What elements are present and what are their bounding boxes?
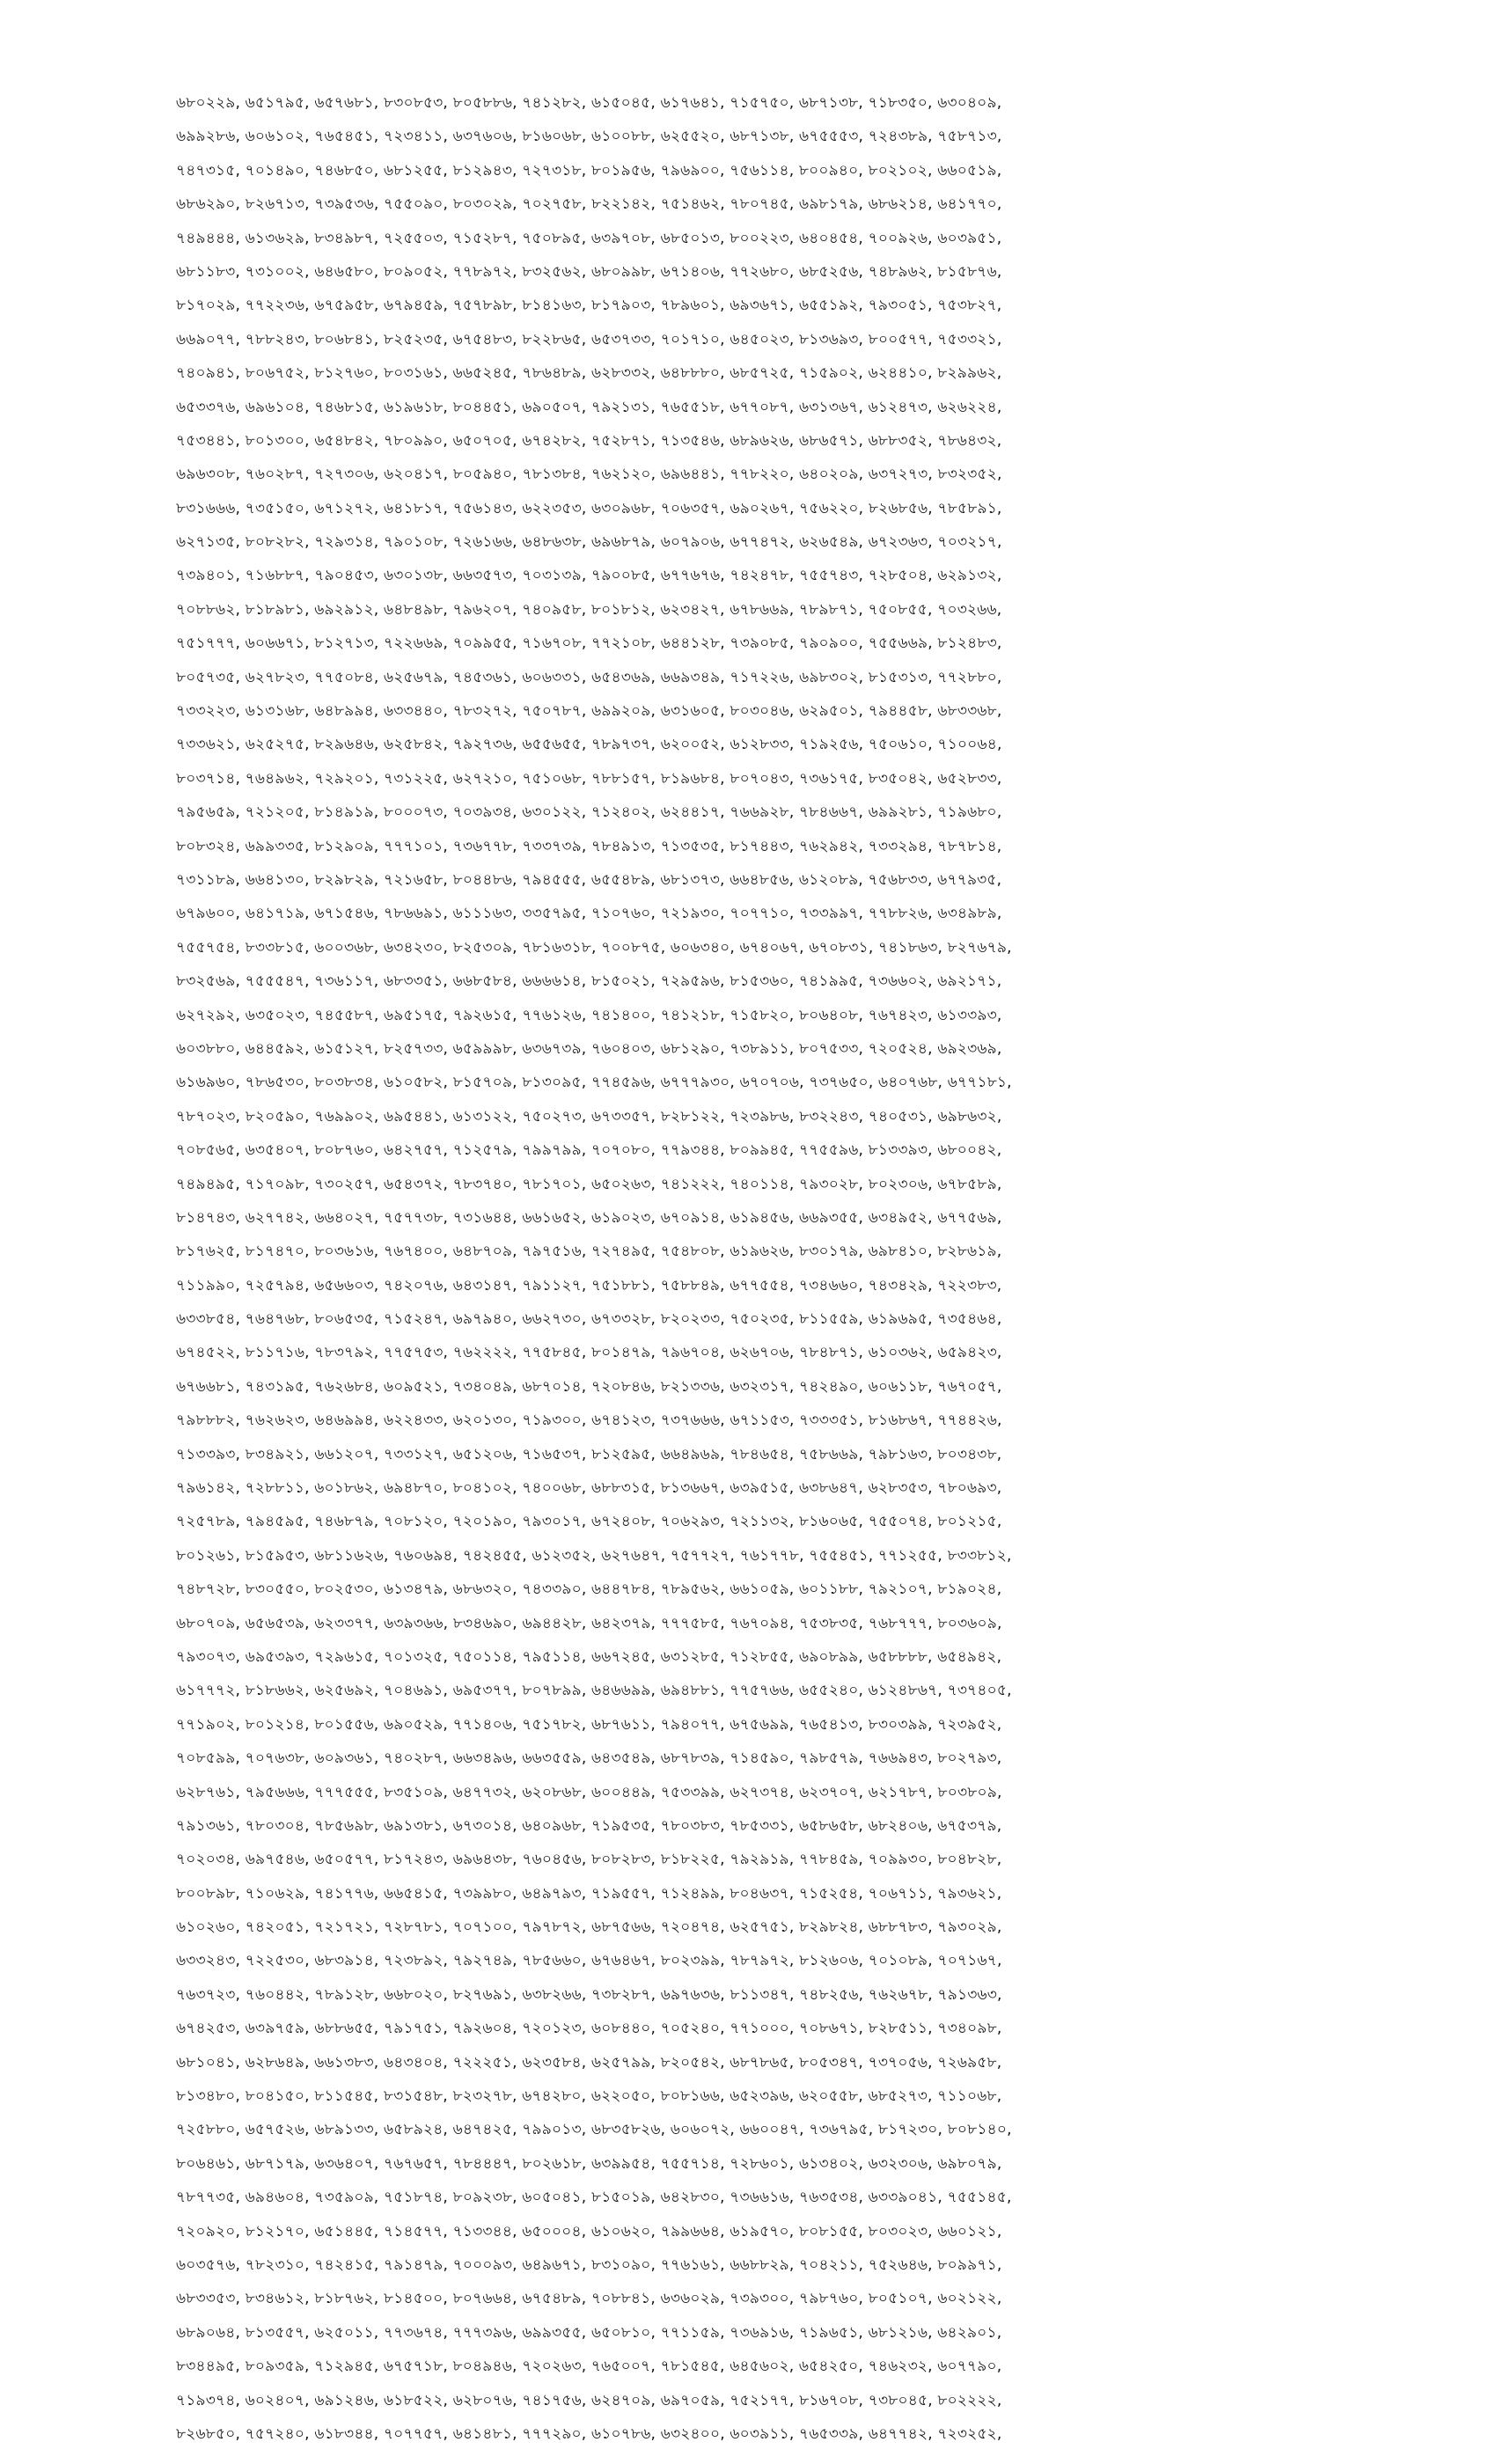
number-line: ৬৮১০৪১, ৬২৮৬৪৯, ৬৬১৩৮৩, ৬৪৩৪০৪, ৭২২২৫১, ৬২৩৫৮৪, ৬২৫৭৯৯, ৮২০৫৪২, ৬৮৭৮৬৫, ৮০৫৩৪৭, ৭৩৭০৫৬, ৭২৬৯৫৮,: [176, 2053, 1002, 2072]
number-line: ৬৮৩৩৫৩, ৮৩৪৬১২, ৮১৮৭৬২, ৮১৪৫০০, ৮০৭৬৬৪, ৬৭৫৪৮৯, ৭০৮৮৪১, ৬৩৬০২৯, ৭৩৯৩০০, ৭৯৮৭৬০, ৮০৫১০৭, ৬০২১২২,: [176, 2290, 1002, 2308]
number-line: ৭৭১৯০২, ৮০১২১৪, ৮০১৫৫৬, ৬৯০৫২৯, ৭৭১৪০৬, ৭৫১৭৮২, ৬৮৭৬১১, ৭৯৪০৭৭, ৬৭৫৬৯৯, ৭৬৫৪১৩, ৮৩০৩৯৯, ৭২৩৯৫২,: [176, 1715, 1002, 1734]
number-line: ৭১১৯৯০, ৭২৫৭৯৪, ৬৫৬৬০৩, ৭৪২০৭৬, ৬৪৩১৪৭, ৭৯১১২৭, ৭৫১৮৮১, ৭৫৮৮৪৯, ৬৭৭৫৫৪, ৭৩৪৬৬০, ৭৪৩৪২৯, ৭২২৩৮৩,: [176, 1276, 1002, 1294]
number-line: ৮০১২৬১, ৮১৫৯৫৩, ৬৮১১৬২৬, ৭৬০৬৯৪, ৭৪২৪৫৫, ৬১২৩৫২, ৬২৭৬৪৭, ৭৫৭৭২৭, ৭৬১৭৭৮, ৭৫৫৪৫১, ৭৭১২৫৫, ৮৩৩৮১২,: [176, 1546, 1012, 1565]
number-line: ৭০৮৫৬৫, ৬৩৫৪০৭, ৮০৮৭৬০, ৬৪২৭৫৭, ৭১২৫৭৯, ৭৯৯৭৯৯, ৭০৭০৮০, ৭৭৯৩৪৪, ৮০৯৯৪৫, ৭৭৫৫৯৬, ৮১৩৩৯৩, ৬৮০০৪২,: [176, 1141, 1002, 1160]
number-line: ৭১৯৩৭৪, ৬০২৪০৭, ৬৯১২৪৬, ৬১৮৫২২, ৬২৮০৭৬, ৭৪১৭৫৬, ৬২৪৭০৯, ৬৯৭০৫৯, ৭৫২১৭৭, ৮১৬৭০৮, ৭৩৮০৪৫, ৮০২২২২,: [176, 2391, 1002, 2409]
number-line: ৭৫৫৭৫৪, ৮৩৩৮১৫, ৬০০৩৬৮, ৬৩৪২৩০, ৮২৫৩০৯, ৭৮১৬৩১৮, ৭০০৮৭৫, ৬০৬৩৪০, ৬৭৪০৬৭, ৬৭০৮৩১, ৭৪১৮৬৩, ৮২৭৬৭৯,: [176, 938, 1012, 957]
number-line: ৭১৩৩৯৩, ৮৩৪৯২১, ৬৬১২০৭, ৭৩৩১২৭, ৬৫১২০৬, ৭১৬৫৩৭, ৮১২৫৯৫, ৬৬৪৯৬৯, ৭৮৪৬৫৪, ৭৫৮৬৬৯, ৭৯৮১৬৩, ৮০৩৪৩৮,: [176, 1445, 1002, 1463]
number-line: ৮০৮৩২৪, ৬৯৯৩৩৫, ৮১২৯০৯, ৭৭৭১০১, ৭৩৬৭৭৮, ৭৩৩৭৩৯, ৭৮৪৯১৩, ৭১৩৫৩৫, ৮১৭৪৪৩, ৭৬২৯৪২, ৭৩৩২৯৪, ৭৮৭৮১৪,: [176, 837, 1002, 855]
number-line: ৭৬৩৭২৩, ৭৬০৪৪২, ৭৮৯১২৮, ৬৬৮০২০, ৮২৭৬৯১, ৬৩৮২৬৬, ৭৩৮২৮৭, ৬৯৭৬৩৬, ৮১১৩৪৭, ৭৪৮২৫৬, ৭৬২৬৭৮, ৭৯১৩৬৩,: [176, 1985, 1002, 2004]
number-line: ৮২৬৮৫০, ৭৫৭২৪০, ৬১৮৩৪৪, ৭০৭৭৫৭, ৬৪১৪৮১, ৭৭৭২৯০, ৬১০৭৮৬, ৬৩২৪০০, ৬০৩৯১১, ৭৬৫৩৩৯, ৬৪৭৭৪২, ৭২৩২৫২,: [176, 2424, 1002, 2443]
number-line: ৭৮৭০২৩, ৮২০৫৯০, ৭৬৯৯০২, ৬৯৫৪৪১, ৬১৩১২২, ৭৫০২৭৩, ৬৭৩৩৫৭, ৮২৮১২২, ৭২৩৯৮৬, ৮৩২২৪৩, ৭৪০৫৩১, ৬৯৮৬৩২,: [176, 1107, 1002, 1126]
number-line: ৭৯৩০৭৩, ৬৯৫৩৯৩, ৭২৯৬১৫, ৭০১৩২৫, ৭৫০১১৪, ৭৯৫১১৪, ৬৬৭২৪৫, ৬৩১২৮৫, ৭১২৮৫৫, ৬৯০৮৯৯, ৬৫৮৮৮৮, ৬৫৪৯৪২,: [176, 1647, 1002, 1666]
number-line: ৮৩১৬৬৬, ৭৩৫১৫০, ৬৭১২৭২, ৬৪১৮১৭, ৭৫৬১৪৩, ৬২২৩৫৩, ৬৩০৯৬৮, ৭০৬৩৫৭, ৬৯০২৬৭, ৭৫৬২২০, ৮২৬৮৫৬, ৭৮৫৮৯১,: [176, 499, 1002, 517]
number-line: ৮০০৮৯৮, ৭১০৬২৯, ৭৪১৭৭৬, ৬৬৫৪১৫, ৭৩৯৯৮০, ৬৪৯৭৯৩, ৭১৯৫৫৭, ৭১২৪৯৯, ৮০৪৬৩৭, ৭১৫২৫৪, ৭০৬৭১১, ৭৯৩৬২১,: [176, 1884, 1002, 1903]
number-line: ৮০৬৪৬১, ৬৮৭১৭৯, ৬৩৬৪০৭, ৭৬৭৬৫৭, ৭৮৪৪৪৭, ৮০২৬১৮, ৬৩৯৯৫৪, ৭৫৫৭১৪, ৭২৮৬০১, ৬১৩৪০২, ৬৩২৩০৬, ৬৯৮০৭৯,: [176, 2154, 1002, 2173]
number-line: ৬৭৪৫২২, ৮১১৭১৬, ৭৮৩৭৯২, ৭৭৫৭৫৩, ৭৬২২২২, ৭৭৫৮৪৫, ৮০১৪৭৯, ৭৯৬৭০৪, ৬২৬৭০৬, ৭৮৪৮৭১, ৬১০৩৬২, ৬৫৯৪২৩,: [176, 1344, 1002, 1362]
number-line: ৭৯১৩৬১, ৭৮০৩০৪, ৭৮৫৬৯৮, ৬৯১৩৮১, ৬৭৩০১৪, ৬৪০৯৬৮, ৭১৯৫৩৫, ৭৮০৩৮৩, ৭৮৫৩৩১, ৬৫৮৬৫৮, ৬৮২৪০৬, ৬৭৫৩৭৯,: [176, 1816, 1002, 1835]
number-line: ৭৯৫৬৫৯, ৭২১২০৫, ৮১৪৯১৯, ৮০০০৭৩, ৭০৩৯৩৪, ৬৩০১২২, ৭১২৪০২, ৬২৪৪১৭, ৭৬৬৯২৮, ৭৮৪৬৬৭, ৬৯৯২৮১, ৭১৯৬৮০,: [176, 803, 1002, 822]
number-line: ৬২৭২৯২, ৬৩৫০২৩, ৭৪৫৫৮৭, ৬৯৫১৭৫, ৭৯২৬১৫, ৭৭৬১২৬, ৭৪১৪০০, ৭৪১২১৮, ৭১৫৮২০, ৮০৬৪০৮, ৭৬৭৪২৩, ৬১৩৩৯৩,: [176, 1006, 1002, 1024]
number-line: ৮১৩৪৮০, ৮০৪১৫০, ৮১১৫৪৫, ৮৩১৫৪৮, ৮২৩২৭৮, ৬৭৪২৮০, ৬২২০৫০, ৮০৮১৬৬, ৬৫২৩৯৬, ৬২০৫৫৮, ৬৮৫২৭৩, ৭১১০৬৮,: [176, 2087, 1002, 2106]
number-line: ৬১৬৯৬০, ৭৮৬৫৩০, ৮০৩৮৩৪, ৬১০৫৮২, ৮১৫৭০৯, ৮১৩০৯৫, ৭৭৪৫৯৬, ৬৭৭৭৯৩০, ৬৭০৭০৬, ৭৩৭৬৫০, ৬৪০৭৬৮, ৬৭৭১৮১,: [176, 1074, 1012, 1092]
number-line: ৬২৮৭৬১, ৭৯৫৬৬৬, ৭৭৭৫৫৫, ৮৩৫১০৯, ৬৪৭৭৩২, ৬২০৮৬৮, ৬০০৪৪৯, ৭৫৩৩৯৯, ৬২৭৩৭৪, ৬২৩৭০৭, ৬২১৭৮৭, ৮০৩৮০৯,: [176, 1783, 1002, 1801]
number-list: [176, 86, 1329, 2451]
number-line: ৬৮০২২৯, ৬৫১৭৯৫, ৬৫৭৬৮১, ৮৩০৮৫৩, ৮০৫৮৮৬, ৭৪১২৮২, ৬১৫০৪৫, ৬১৭৬৪১, ৭১৫৭৫০, ৬৮৭১৩৮, ৭১৮৩৫০, ৬৩০৪০৯,: [176, 94, 1002, 112]
number-line: ৬১৭৭৭২, ৮১৮৬৬২, ৬২৫৬৯২, ৭০৪৬৯১, ৬৯৫৩৭৭, ৮০৭৮৯৯, ৬৪৬৬৯৯, ৬৯৪৮৮১, ৭৭৫৭৬৬, ৬৫৫২৪০, ৬১২৪৮৬৭, ৭৩৭৪০৫,: [176, 1682, 1012, 1700]
number-line: ৭৩৩৬২১, ৬২৫২৭৫, ৮২৯৬৪৬, ৬২৫৮৪২, ৭৯২৭৩৬, ৬৫৫৬৫৫, ৭৮৯৭৩৭, ৬২০০৫২, ৬১২৮৩৩, ৭১৯২৫৬, ৭৫০৬১০, ৭১০০৬৪,: [176, 736, 1002, 754]
number-line: ৬৩৩৮৫৪, ৭৬৪৭৬৮, ৮০৬৫৩৫, ৭১৫২৪৭, ৬৯৭৯৪০, ৬৬২৭৩০, ৬৭৩৩২৮, ৮২০২৩৩, ৭৫০২৩৫, ৮১১৫৫৯, ৬১৯৬৯৫, ৭৩৫৪৬৪,: [176, 1310, 1002, 1329]
number-line: ৭৯৮৮৮২, ৭৬২৬২৩, ৬৪৬৯৯৪, ৬২২৪৩৩, ৬২০১৩০, ৭১৯৩০০, ৬৭৪১২৩, ৭৩৭৬৬৬, ৬৭১১৫৩, ৭৩৩৩৫১, ৮১৬৮৬৭, ৭৭৪৪২৬,: [176, 1412, 1002, 1430]
number-line: ৬৭৬৬৮১, ৭৪৩১৯৫, ৭৬২৬৮৪, ৬০৯৫২১, ৭৩৪০৪৯, ৬৮৭০১৪, ৭২০৮৪৬, ৮২১৩৩৬, ৬৩২৩১৭, ৭৪২৪৯০, ৬০৬১১৮, ৭৬৭০৫৭,: [176, 1377, 1002, 1396]
number-line: ৭৮৭৭৩৫, ৬৯৪৬০৪, ৭৩৫৯০৯, ৭৫১৮৭৪, ৮০৯২৩৮, ৬০৫০৪১, ৮১৫০১৯, ৬৪২৮৩০, ৭৩৬৬১৬, ৭৬৩৫৩৪, ৬৩৩৯০৪১, ৭৫৫১৪৫,: [176, 2189, 1012, 2207]
number-line: ৮১৭০২৯, ৭৭২২৩৬, ৬৭৫৯৫৮, ৬৭৯৪৫৯, ৭৫৭৮৯৮, ৮১৪১৬৩, ৮১৭৯০৩, ৭৮৯৬০১, ৬৯৩৬৭১, ৬৫৫১৯২, ৭৯৩০৫১, ৭৫৩৮২৭,: [176, 297, 1002, 315]
number-line: ৬২৭১৩৫, ৮০৮২৮২, ৭২৯৩১৪, ৭৯০১০৮, ৭২৬১৬৬, ৬৪৮৬৩৮, ৬৯৬৮৭৯, ৬০৭৯০৬, ৬৭৭৪৭২, ৬২৬৫৪৯, ৬৭২৩৬৩, ৭০৩২১৭,: [176, 533, 1002, 552]
number-line: ৬৭৪২৫৩, ৬৩৯৭৫৯, ৬৮৮৬৫৫, ৭৯১৭৫১, ৭৯২৬০৪, ৭২০১২৩, ৬০৮৪৪০, ৭০৫২৪০, ৭৭১০০০, ৭০৮৬৭১, ৮২৮৫১১, ৭৩৪০৯৮,: [176, 2020, 1002, 2038]
number-line: ৭০৮৮৬২, ৮১৮৯৮১, ৬৯২৯১২, ৬৪৮৪৯৮, ৭৯৬২০৭, ৭৪০৯৫৮, ৮০১৮১২, ৬২৩৪২৭, ৬৭৮৬৬৯, ৭৮৯৮৭১, ৭৫০৮৫৫, ৭০৩২৬৬,: [176, 600, 1002, 619]
number-line: ৭২৫৮৮০, ৬৫৭৫২৬, ৬৮৯১৩৩, ৬৫৮৯২৪, ৬৪৭৪২৫, ৭৯৯০১৩, ৬৮৩৫৮২৬, ৬০৬০৭২, ৬৬০০৪৭, ৭৩৬৭৯৫, ৮১৭২৩০, ৮০৮১৪০,: [176, 2121, 1012, 2139]
number-line: ৬৯৬৩০৮, ৭৬০২৮৭, ৭২৭৩০৬, ৬২০৪১৭, ৮০৫৯৪০, ৭৮১৩৮৪, ৭৬২১২০, ৬৯৬৪৪১, ৭৭৮২২০, ৬৪০২০৯, ৬৩৭২৭৩, ৮৩২৩৫২,: [176, 466, 1002, 484]
number-line: ৬৭৯৬০০, ৬৪১৭১৯, ৬৭১৫৪৬, ৭৮৬৬৯১, ৬১১১৬৩, ৩৩৫৭৯৫, ৭১০৭৬০, ৭২১৯৩০, ৭০৭৭১০, ৭৩৩৯৯৭, ৭৭৮৮২৬, ৬৩৪৯৮৯,: [176, 905, 1002, 923]
number-line: ৮১৭৬২৫, ৮১৭৪৭০, ৮০৩৬১৬, ৭৬৭৪০০, ৬৪৮৭০৯, ৭৯৭৫১৬, ৭২৭৪৯৫, ৭৫৪৮০৮, ৬১৯৬২৬, ৮৩০১৭৯, ৬৯৮৪১০, ৮২৮৬১৯,: [176, 1243, 1002, 1261]
number-line: ৭২০৯২০, ৮১২১৭০, ৬৫১৪৪৫, ৭১৪৫৭৭, ৭১৩৩৪৪, ৬৫০০০৪, ৬১০৬২০, ৭৯৯৬৬৪, ৬১৯৫৭০, ৮০৮১৫৫, ৮০৩০২৩, ৬৬০১২১,: [176, 2222, 1002, 2240]
number-line: ৮০৫৭৩৫, ৬২৭৮২৩, ৭৭৫০৮৪, ৬২৫৬৭৯, ৭৪৫৩৬১, ৬০৬৩৩১, ৬৫৪৩৬৯, ৬৬৯৩৪৯, ৭১৭২২৬, ৬৯৮৩০২, ৮১৫৩১৩, ৭৭২৮৮০,: [176, 668, 1002, 686]
number-line: ৭৯৬১৪২, ৭২৮৮১১, ৬০১৮৬২, ৬৯৪৮৭০, ৮০৪১০২, ৭৪০০৬৮, ৬৮৮৩১৫, ৮১৩৬৬৭, ৬৩৯৫১৫, ৬৩৮৬৪৭, ৬২৮৩৫৩, ৭৮০৬৯৩,: [176, 1479, 1002, 1498]
number-line: ৬০৩৫৭৬, ৭৮২৩১০, ৭৪২৪১৫, ৭৯১৪৭৯, ৭০০০৯৩, ৬৪৯৬৭১, ৮৩১০৯০, ৭৭৬১৬১, ৬৬৮৮২৯, ৭০৪২১১, ৭৫২৬৪৬, ৮০৯৯৭১,: [176, 2256, 1002, 2274]
number-line: ৭০৮৫৯৯, ৭০৭৬৩৮, ৬০৯৩৬১, ৭৪০২৮৭, ৬৬৩৪৯৬, ৬৬৩৫৫৯, ৬৪৩৫৪৯, ৬৮৭৮৩৯, ৭১৪৫৯০, ৭৯৮৫৭৯, ৭৬৬৯৪৩, ৮০২৭৯৩,: [176, 1749, 1002, 1768]
number-line: ৭৪৯৪৯৫, ৭১৭০৯৮, ৭৩০২৫৭, ৬৫৪৩৭২, ৭৮৩৭৪০, ৭৮১৭০১, ৬৫০২৬৩, ৭৪১২২২, ৭৪০১১৪, ৭৯৩০২৮, ৮০২৩০৬, ৬৭৮৫৮৯,: [176, 1175, 1002, 1193]
number-line: ৭২৫৭৮৯, ৭৯৪৫৯৫, ৭৪৬৮৭৯, ৭০৮১২০, ৭২০১৯০, ৭৯৩০১৭, ৬৭২৪০৮, ৭০৬২৯৩, ৭২১১৩২, ৮১৬০৬৫, ৭৫৫০৭৪, ৮০১২১৫,: [176, 1513, 1002, 1531]
number-line: ৭৪৭৩১৫, ৭০১৪৯০, ৭৪৬৮৫০, ৬৮১২৫৫, ৮১২৯৪৩, ৭২৭৩১৮, ৮০১৯৫৬, ৭৯৬৯০০, ৭৫৬১১৪, ৮০০৯৪০, ৮০২১০২, ৬৬০৫১৯,: [176, 161, 1002, 180]
number-line: ৭৩১১৮৯, ৬৬৪১৩০, ৮২৯৮২৯, ৭২১৬৫৮, ৮০৪৪৮৬, ৭৯৪৫৫৫, ৬৫৫৪৮৯, ৬৮১৩৭৩, ৬৬৪৮৫৬, ৬১২০৮৯, ৭৫৬৮৩৩, ৬৭৭৯৩৫,: [176, 870, 1002, 889]
number-line: ৬৮৯০৬৪, ৮১৩৫৫৭, ৬২৫০১১, ৭৭৩৬৭৪, ৭৭৭৩৯৬, ৬৯৯৩৫৫, ৬৫০৮১০, ৭৭১১৫৯, ৭৩৬৯১৬, ৭১৯৬৫১, ৬৮১২১৬, ৬৪২৯০১,: [176, 2323, 1002, 2342]
number-line: ৮৩৪৪৯৫, ৮০৯৩৫৯, ৭১২৯৪৫, ৬৭৫৭১৮, ৮০৪৯৪৬, ৭২০২৬৩, ৭৬৫০০৭, ৭৮১৫৪৫, ৬৪৫৬০২, ৬৫৪২৫০, ৭৪৬২৩২, ৬০৭৭৯০,: [176, 2358, 1002, 2376]
number-line: ৬৮৬২৯০, ৮২৬৭১৩, ৭৩৯৫৩৬, ৭৫৫০৯০, ৮০৩০২৯, ৭০২৭৫৮, ৮২২১৪২, ৭৫১৪৬২, ৭৮০৭৪৫, ৬৯৮১৭৯, ৬৮৬২১৪, ৬৪১৭৭০,: [176, 195, 1002, 214]
number-line: ৭৩৩২২৩, ৬১৩১৬৮, ৬৪৮৯৯৪, ৬৩৩৪৪০, ৭৮৩২৭২, ৭৫০৭৮৭, ৬৯৯২০৯, ৬৩১৬০৫, ৮০৩০৪৬, ৬২৯৫০১, ৭৯৪৪৫৮, ৬৮৩৩৬৮,: [176, 702, 1002, 721]
number-line: ৬৯৯২৮৬, ৬০৬১০২, ৭৬৫৪৫১, ৭২৩৪১১, ৬৩৭৬০৬, ৮১৬০৬৮, ৬১০০৮৮, ৬২৫৫২০, ৬৮৭১৩৮, ৬৭৫৫৫৩, ৭২৪৩৮৯, ৭৫৮৭১৩,: [176, 128, 1002, 146]
number-line: ৭৪৮৭২৮, ৮৩০৫৫০, ৮০২৫৩০, ৬১৩৪৭৯, ৬৮৬৩২০, ৭৪৩৩৯০, ৬৪৪৭৮৪, ৭৮৯৫৬২, ৬৬১০৫৯, ৬০১১৮৮, ৭৯২১০৭, ৮১৯০২৪,: [176, 1580, 1002, 1599]
number-line: ৬০৩৮৮০, ৬৪৪৫৯২, ৬১৫১২৭, ৮২৫৭৩৩, ৬৫৯৯৯৮, ৬৩৬৭৩৯, ৭৬০৪০৩, ৬৮১২৯০, ৭৩৮৯১১, ৮০৭৫৩৩, ৭২০৫২৪, ৬৯২৩৬৯,: [176, 1039, 1002, 1058]
number-line: ৭০২০৩৪, ৬৯৭৫৪৬, ৬৫০৫৭৭, ৮১৭২৪৩, ৬৯৬৪৩৮, ৭৬০৪৫৬, ৮০৮২৮৩, ৮১৮২২৫, ৭৯২৯১৯, ৭৭৮৪৫৯, ৭০৯৯৩০, ৮০৪৮২৮,: [176, 1851, 1002, 1869]
number-line: ৬৩৩২৪৩, ৭২২৫৩০, ৬৮৩৯১৪, ৭২৩৮৯২, ৭৯২৭৪৯, ৭৮৫৬৬০, ৬৭৬৪৬৭, ৮০২৩৯৯, ৭৮৭৯৭২, ৮১২৬০৬, ৭০১০৮৯, ৭০৭১৬৭,: [176, 1952, 1002, 1970]
number-line: ৬৬৯০৭৭, ৭৮৮২৪৩, ৮০৬৮৪১, ৮২৫২৩৫, ৬৭৫৪৮৩, ৮২২৮৬৫, ৬৫৩৭৩৩, ৭০১৭১০, ৬৪৫০২৩, ৮১৩৬৯৩, ৮০০৫৭৭, ৭৫৩৩২১,: [176, 330, 1002, 348]
number-line: ৭৪৯৪৪৪, ৬১৩৬২৯, ৮৩৪৯৮৭, ৭২৫৫০৩, ৭১৫২৮৭, ৭৫০৮৯৫, ৬৩৯৭০৮, ৬৮৫০১৩, ৮০০২২৩, ৬৪০৪৫৪, ৭০০৯২৬, ৬০৩৯৫১,: [176, 229, 1002, 247]
number-line: ৭৫১৭৭৭, ৬০৬৬৭১, ৮১২৭১৩, ৭২২৬৬৯, ৭০৯৯৫৫, ৭১৬৭০৮, ৭৭২১০৮, ৬৪৪১২৮, ৭৩৯০৮৫, ৭৯০৯০০, ৭৫৫৬৬৯, ৮১২৪৮৩,: [176, 634, 1002, 653]
number-line: ৮০৩৭১৪, ৭৬৪৯৬২, ৭২৯২০১, ৭৩১২২৫, ৬২৭২১০, ৭৫১০৬৮, ৭৮৮১৫৭, ৮১৯৬৮৪, ৮০৭০৪৩, ৭৩৬১৭৫, ৮৩৫০৪২, ৬৫২৮৩৩,: [176, 769, 1002, 788]
number-line: ৬৮০৭০৯, ৬৫৬৫৩৯, ৬২৩৩৭৭, ৬৩৯৩৬৬, ৮৩৪৬৯০, ৬৯৪৪২৮, ৬৪২৩৭৯, ৭৭৭৫৮৫, ৭৬৭০৯৪, ৭৫৩৮৩৫, ৭৬৮৭৭৭, ৮০৩৬০৯,: [176, 1614, 1002, 1632]
number-line: ৮১৪৭৪৩, ৬২৭৭৪২, ৬৬৪০২৭, ৭৫৭৭৩৮, ৭৩১৬৪৪, ৬৬১৬৫২, ৬১৯০২৩, ৬৭০৯১৪, ৬১৯৪৫৬, ৬৬৯৩৫৫, ৬৩৪৯৫২, ৬৭৭৫৬৯,: [176, 1208, 1002, 1227]
number-line: ৬৫৩৩৭৬, ৬৯৬১০৪, ৭৪৬৮১৫, ৬১৯৬১৮, ৮০৪৪৫১, ৬৯০৫০৭, ৭৯২১৩১, ৭৬৫৫১৮, ৬৭৭০৮৭, ৬৩১৩৬৭, ৬১২৪৭৩, ৬২৬২২৪,: [176, 398, 1002, 416]
number-line: ৭৩৯৪০১, ৭১৬৮৮৭, ৭৯০৪৫৩, ৬৩০১৩৮, ৬৬৩৫৭৩, ৭০৩১৩৯, ৭৯০০৮৫, ৬৭৭৬৭৬, ৭৪২৪৭৮, ৭৫৫৭৪৩, ৭২৮৫০৪, ৬২৯১৩২,: [176, 567, 1002, 585]
number-line: ৬১০২৬০, ৭৪২০৫১, ৭২১৭২১, ৭২৮৭৮১, ৭০৭১০০, ৭৯৭৮৭২, ৬৮৭৫৬৬, ৭২০৪৭৪, ৬২৫৭৫১, ৮২৯৮২৪, ৬৮৮৭৮৩, ৭৯৩০২৯,: [176, 1918, 1002, 1937]
number-line: ৮৩২৫৬৯, ৭৫৫৫৪৭, ৭৩৬১১৭, ৬৮৩৩৫১, ৬৬৮৫৮৪, ৬৬৬৬১৪, ৮১৫০২১, ৭২৯৫৯৬, ৮১৫৩৬০, ৭৪১৯৯৫, ৭৩৬৬০২, ৬৯২১৭১,: [176, 972, 1002, 991]
number-line: ৬৮১১৮৩, ৭৩১০০২, ৬৪৬৫৮০, ৮০৯০৫২, ৭৭৮৯৭২, ৮৩২৫৬২, ৬৮০৯৯৮, ৬৭১৪০৬, ৭৭২৬৮০, ৬৮৫২৫৬, ৭৪৮৯৬২, ৮১৫৮৭৬,: [176, 262, 1002, 281]
number-line: ৭৫৩৪৪১, ৮০১৩০০, ৬৫৪৮৪২, ৭৮০৯৯০, ৬৫০৭০৫, ৬৭৪২৮২, ৭৫২৮৭১, ৭১৩৫৪৬, ৬৮৯৬২৬, ৬৮৬৫৭১, ৬৮৮৩৫২, ৭৮৬৪৩২,: [176, 431, 1002, 450]
number-line: ৭৪০৯৪১, ৮০৬৭৫২, ৮১২৭৬০, ৮০৩১৬১, ৬৬৫২৪৫, ৭৮৬৪৮৯, ৬২৮৩৩২, ৬৪৮৮৮০, ৬৮৫৭২৫, ৭১৫৯০২, ৬২৪৪১০, ৮২৯৯৬২,: [176, 364, 1002, 383]
